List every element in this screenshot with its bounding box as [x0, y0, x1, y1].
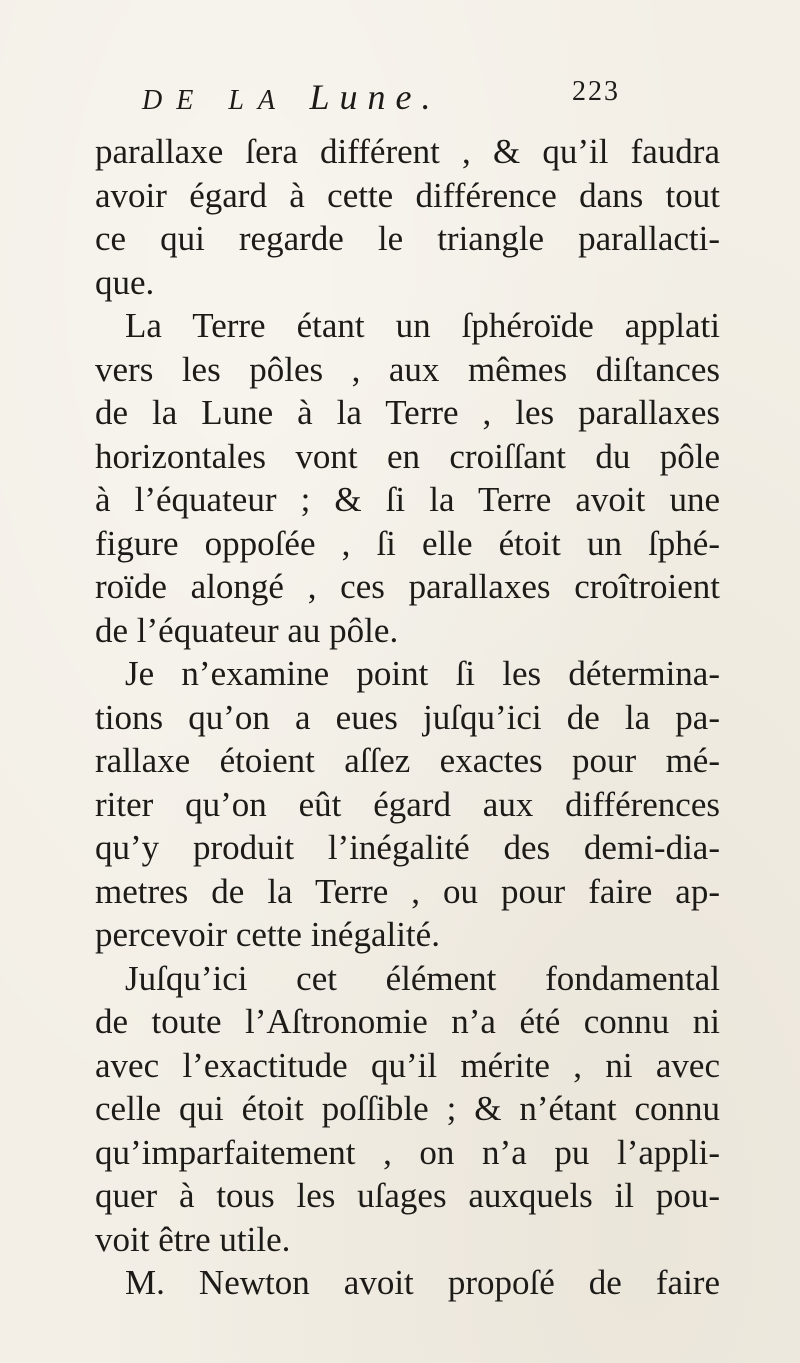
running-header	[142, 76, 662, 116]
text-line: qu’imparfaitement , on n’a pu l’appli-	[95, 1132, 720, 1172]
text-line: voit être utile.	[95, 1219, 291, 1259]
text-line: figure oppoſée , ſi elle étoit un ſphé-	[95, 523, 720, 563]
text-line: La Terre étant un ſphéroïde applati	[125, 306, 720, 345]
text-line: quer à tous les uſages auxquels il pou-	[95, 1176, 720, 1215]
text-line: à l’équateur ; & ſi la Terre avoit une	[95, 480, 720, 519]
text-line: rallaxe étoient aſſez exactes pour mé-	[95, 741, 720, 780]
text-line: parallaxe ſera différent , & qu’il faudra	[95, 132, 720, 171]
text-line: que.	[95, 262, 155, 302]
text-line: horizontales vont en croiſſant du pôle	[95, 436, 720, 476]
text-line: M. Newton avoit propoſé de faire	[125, 1263, 720, 1302]
text-line: vers les pôles , aux mêmes diſtances	[95, 349, 720, 389]
text-line: tions qu’on a eues juſqu’ici de la pa-	[95, 697, 720, 737]
running-title	[142, 76, 441, 118]
text-line: ce qui regarde le triangle parallacti-	[95, 219, 720, 258]
text-line: percevoir cette inégalité.	[95, 915, 440, 954]
text-line: de l’équateur au pôle.	[95, 610, 399, 650]
running-title-main: Lune.	[309, 77, 441, 117]
page-number: 223	[572, 76, 620, 107]
text-line: roïde alongé , ces parallaxes croîtroient	[95, 567, 720, 606]
text-line: avoir égard à cette différence dans tout	[95, 175, 720, 215]
text-line: metres de la Terre , ou pour faire ap-	[95, 871, 720, 911]
text-line: riter qu’on eût égard aux différences	[95, 784, 720, 824]
text-line: Je n’examine point ſi les détermina-	[125, 654, 720, 693]
running-title-prefix: DE LA	[142, 85, 310, 116]
text-line: de toute l’Aſtronomie n’a été connu ni	[95, 1002, 720, 1041]
text-line: Juſqu’ici cet élément fondamental	[125, 958, 720, 998]
text-line: qu’y produit l’inégalité des demi-dia-	[95, 828, 720, 867]
text-line: avec l’exactitude qu’il mérite , ni avec	[95, 1045, 720, 1085]
body-text	[95, 130, 720, 1305]
text-line: celle qui étoit poſſible ; & n’étant connu	[95, 1089, 720, 1128]
text-line: de la Lune à la Terre , les parallaxes	[95, 393, 720, 432]
